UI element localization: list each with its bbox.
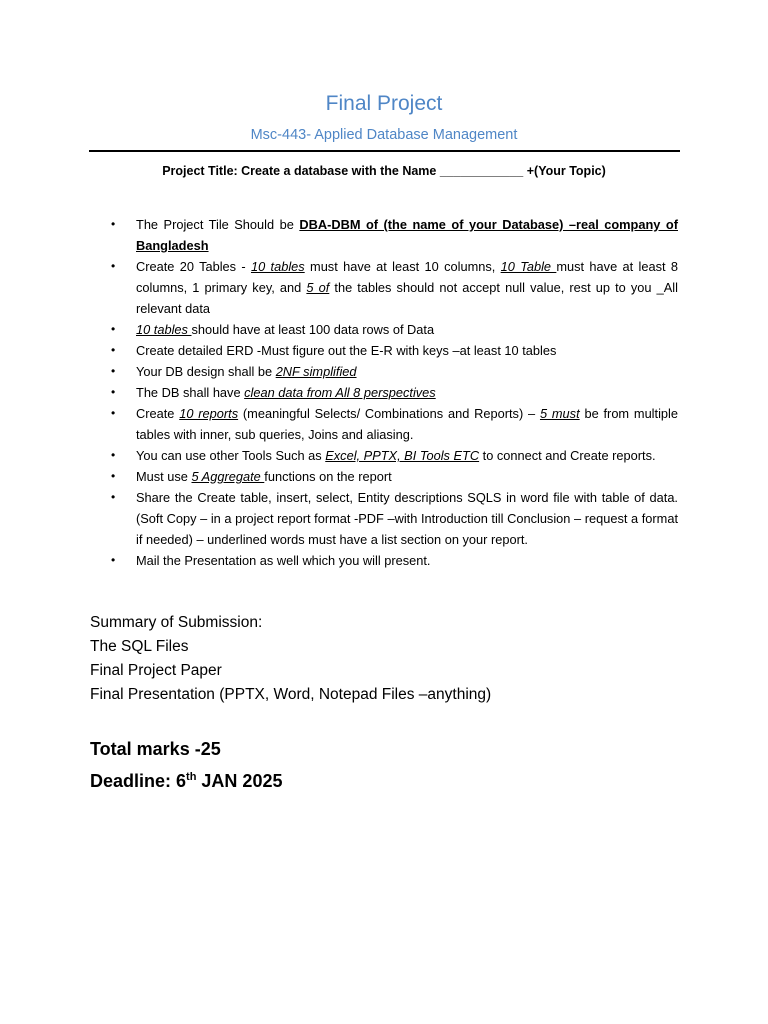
emphasized-text: DBA-DBM of (the name of your Database) –real company of Bangladesh xyxy=(136,217,678,253)
bullet-icon: • xyxy=(111,406,116,420)
requirement-text: Your DB design shall be xyxy=(136,364,276,379)
requirement-text: Share the Create table, insert, select, Entity descriptions SQLS in word file with table of data. (Soft Copy – in a project report format -PDF –with Introduction till Conclusion – request a format if needed) – underlined words must have a list section on your report. xyxy=(136,490,678,547)
emphasized-text: 10 tables xyxy=(136,322,192,337)
requirement-text: the tables should not accept null value, rest up to you _All relevant data xyxy=(136,280,678,316)
bullet-icon: • xyxy=(111,259,116,273)
requirement-text: Create 20 Tables - xyxy=(136,259,251,274)
bullet-icon: • xyxy=(111,469,116,483)
bullet-icon: • xyxy=(111,490,116,504)
requirement-item xyxy=(107,214,678,256)
document-title: Final Project xyxy=(325,92,443,115)
emphasized-text: 2NF simplified xyxy=(275,364,357,379)
requirement-item xyxy=(107,487,678,550)
requirement-text: be from multiple tables with inner, sub queries, Joins and aliasing. xyxy=(136,406,679,442)
emphasized-text: 10 reports xyxy=(179,406,239,421)
bullet-icon: • xyxy=(111,322,116,336)
requirement-item xyxy=(107,445,678,466)
bullet-icon: • xyxy=(111,448,116,462)
deadline-suffix: JAN 2025 xyxy=(201,771,283,791)
project-title: Project Title: Create a database with the Name ____________ +(Your Topic) xyxy=(162,164,606,178)
requirements-list xyxy=(107,214,678,571)
requirement-text: Mail the Presentation as well which you will present. xyxy=(136,553,431,568)
requirement-text: functions on the report xyxy=(264,469,392,484)
requirement-item xyxy=(107,382,678,403)
requirement-item xyxy=(107,550,678,571)
emphasized-text: 5 Aggregate xyxy=(191,469,265,484)
requirement-text: Create xyxy=(136,406,180,421)
requirement-item xyxy=(107,361,678,382)
marks-block xyxy=(90,735,282,795)
requirement-text: Create detailed ERD -Must figure out the E-R with keys –at least 10 tables xyxy=(136,343,557,358)
bullet-icon: • xyxy=(111,217,116,231)
emphasized-text: 5 must xyxy=(539,406,580,421)
emphasized-text: 10 tables xyxy=(250,259,305,274)
requirement-item xyxy=(107,319,678,340)
bullet-icon: • xyxy=(111,553,116,567)
requirement-text: must have at least 10 columns, xyxy=(304,259,501,274)
deadline xyxy=(90,763,282,795)
requirement-text: to connect and Create reports. xyxy=(479,448,656,463)
requirement-text: The Project Tile Should be xyxy=(136,217,300,232)
emphasized-text: 10 Table xyxy=(500,259,557,274)
requirement-text: should have at least 100 data rows of Data xyxy=(191,322,435,337)
bullet-icon: • xyxy=(111,364,116,378)
summary-item: Final Presentation (PPTX, Word, Notepad Files –anything) xyxy=(90,686,492,703)
total-marks: Total marks -25 xyxy=(90,739,221,759)
deadline-prefix: Deadline: 6 xyxy=(90,771,187,791)
requirement-item xyxy=(107,256,678,319)
emphasized-text: Excel, PPTX, BI Tools ETC xyxy=(325,448,480,463)
deadline-ordinal: th xyxy=(186,771,197,783)
requirement-text: must have at least 8 columns, 1 primary key, and xyxy=(136,259,678,295)
bullet-icon: • xyxy=(111,385,116,399)
requirement-text: The DB shall have xyxy=(136,385,245,400)
requirement-text: (meaningful Selects/ Combinations and Reports) – xyxy=(238,406,540,421)
requirement-text: You can use other Tools Such as xyxy=(136,448,326,463)
emphasized-text: clean data from All 8 perspectives xyxy=(244,385,436,400)
summary-item: Final Project Paper xyxy=(90,662,222,679)
summary-item: The SQL Files xyxy=(90,638,189,655)
requirement-text: Must use xyxy=(136,469,192,484)
bullet-icon: • xyxy=(111,343,116,357)
requirement-item xyxy=(107,403,678,445)
summary-heading: Summary of Submission: xyxy=(90,614,263,631)
emphasized-text: 5 of xyxy=(306,280,330,295)
requirement-item xyxy=(107,466,678,487)
document-subtitle: Msc-443- Applied Database Management xyxy=(250,127,518,143)
submission-summary xyxy=(90,611,491,707)
header-rule xyxy=(89,150,680,152)
requirement-item xyxy=(107,340,678,361)
